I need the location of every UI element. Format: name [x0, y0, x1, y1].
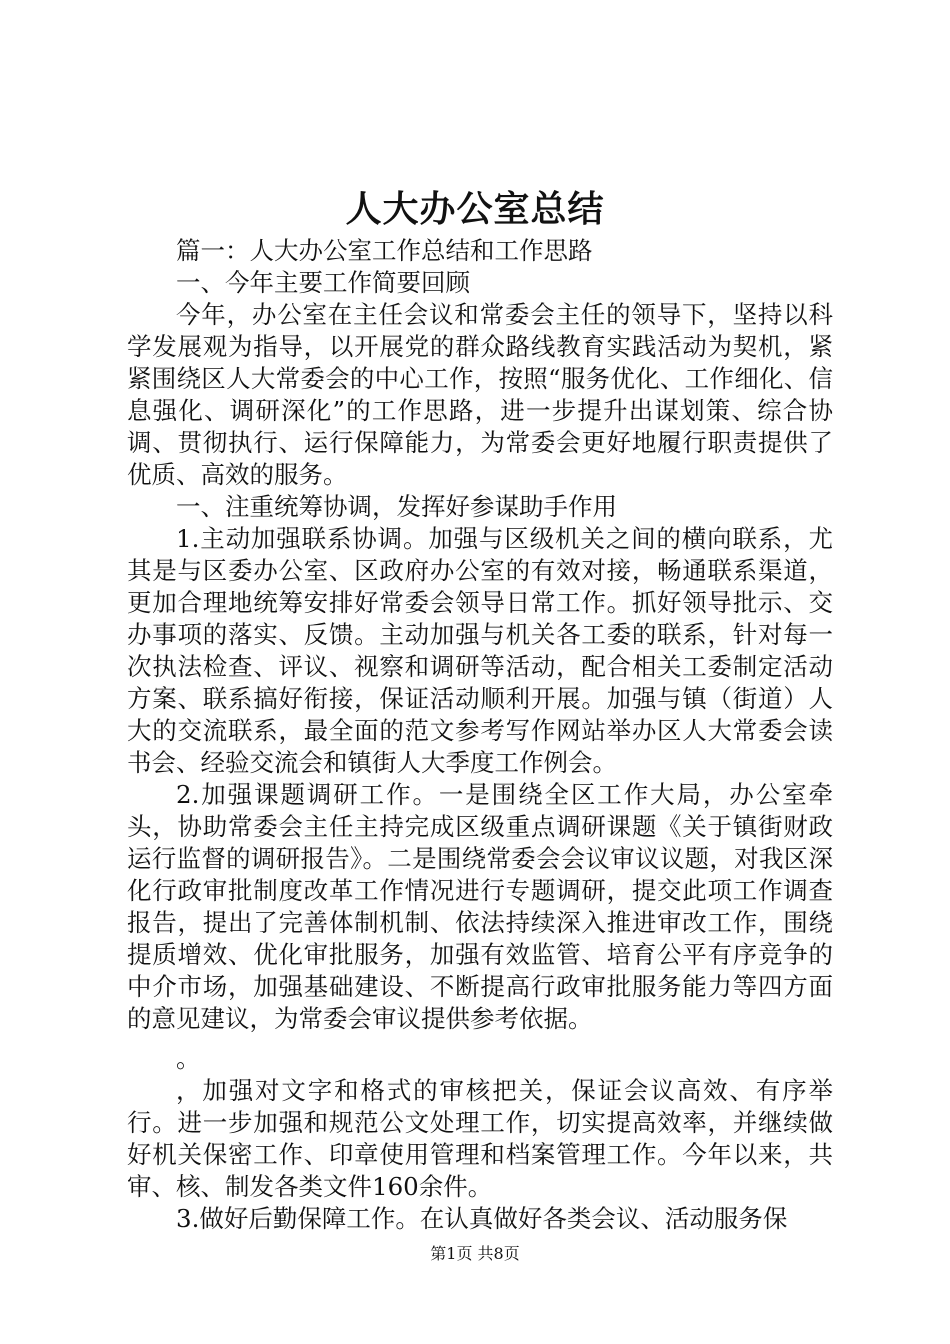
section-heading: 一、注重统筹协调，发挥好参谋助手作用	[176, 492, 617, 521]
page-footer: 第1页 共8页	[430, 1244, 520, 1263]
document-body	[127, 235, 833, 1235]
paragraph-item-3: 3.做好后勤保障工作。在认真做好各类会议、活动服务保	[176, 1204, 788, 1233]
article-heading: 篇一：人大办公室工作总结和工作思路	[176, 236, 593, 265]
paragraph-document-review: ，加强对文字和格式的审核把关，保证会议高效、有序举行。进一步加强和规范公文处理工作，切实提高效率，并继续做好机关保密工作、印章使用管理和档案管理工作。今年以来，共审、核、制发各类文件160余件。	[127, 1076, 833, 1201]
paragraph-item-1: 1.主动加强联系协调。加强与区级机关之间的横向联系，尤其是与区委办公室、区政府办公室的有效对接，畅通联系渠道，更加合理地统筹安排好常委会领导日常工作。抓好领导批示、交办事项的落实、反馈。主动加强与机关各工委的联系，针对每一次执法检查、评议、视察和调研等活动，配合相关工委制定活动方案、联系搞好衔接，保证活动顺利开展。加强与镇（街道）人大的交流联系，最全面的范文参考写作网站举办区人大常委会读书会、经验交流会和镇街人大季度工作例会。	[127, 524, 833, 777]
paragraph-item-2: 2.加强课题调研工作。一是围绕全区工作大局，办公室牵头，协助常委会主任主持完成区级重点调研课题《关于镇街财政运行监督的调研报告》。二是围绕常委会会议审议议题，对我区深化行政审批制度改革工作情况进行专题调研，提交此项工作调查报告，提出了完善体制机制、依法持续深入推进审改工作，围绕提质增效、优化审批服务，加强有效监管、培育公平有序竞争的中介市场，加强基础建设、不断提高行政审批服务能力等四方面的意见建议，为常委会审议提供参考依据。	[127, 780, 833, 1033]
paragraph-fragment: 。	[176, 1044, 201, 1073]
section-heading: 一、今年主要工作简要回顾	[176, 268, 470, 297]
page-title: 人大办公室总结	[345, 188, 605, 230]
paragraph-overview: 今年，办公室在主任会议和常委会主任的领导下，坚持以科学发展观为指导，以开展党的群众路线教育实践活动为契机，紧紧围绕区人大常委会的中心工作，按照“服务优化、工作细化、信息强化、调研深化”的工作思路，进一步提升出谋划策、综合协调、贯彻执行、运行保障能力，为常委会更好地履行职责提供了优质、高效的服务。	[127, 300, 833, 489]
